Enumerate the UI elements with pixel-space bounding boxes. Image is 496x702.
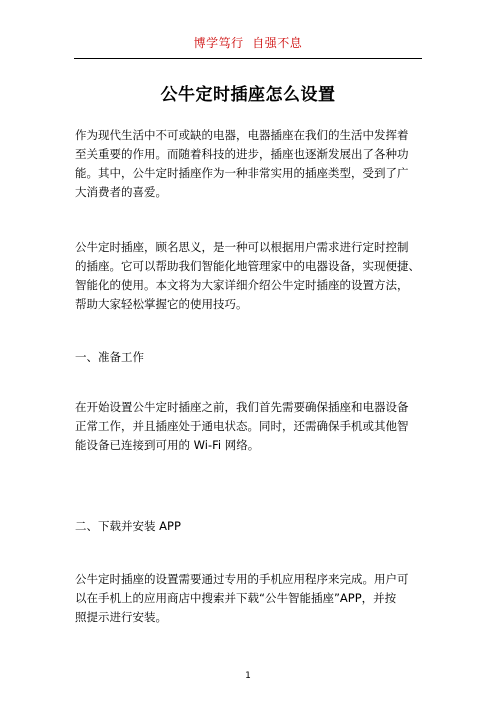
section-heading-preparation: 一、准备工作 bbox=[75, 350, 144, 364]
paragraph-line: 帮助大家轻松掌握它的使用技巧。 bbox=[75, 297, 248, 311]
paragraph-line: 在开始设置公牛定时插座之前，我们首先需要确保插座和电器设备 bbox=[75, 400, 409, 414]
paragraph-line: 的插座。它可以帮助我们智能化地管理家中的电器设备，实现便捷、 bbox=[75, 259, 420, 273]
intro-paragraph-2 bbox=[75, 238, 423, 314]
paragraph-line: 正常工作，并且插座处于通电状态。同时，还需确保手机或其他智 bbox=[75, 419, 409, 433]
page-number: 1 bbox=[245, 671, 251, 681]
paragraph-line: 能设备已连接到可用的 Wi-Fi 网络。 bbox=[75, 438, 260, 452]
section-paragraph-download-app bbox=[75, 570, 423, 627]
section-heading-download-app: 二、下载并安装 APP bbox=[75, 519, 181, 533]
paragraph-line: 智能化的使用。本文将为大家详细介绍公牛定时插座的设置方法， bbox=[75, 278, 409, 292]
paragraph-line: 至关重要的作用。而随着科技的进步，插座也逐渐发展出了各种功 bbox=[75, 147, 409, 161]
paragraph-line: 照提示进行安装。 bbox=[75, 610, 167, 624]
paragraph-line: 大消费者的喜爱。 bbox=[75, 185, 167, 199]
paragraph-line: 作为现代生活中不可或缺的电器，电器插座在我们的生活中发挥着 bbox=[75, 128, 409, 142]
paragraph-line: 以在手机上的应用商店中搜索并下载“公牛智能插座”APP，并按 bbox=[75, 591, 397, 605]
header-divider bbox=[74, 58, 422, 59]
paragraph-line: 公牛定时插座的设置需要通过专用的手机应用程序来完成。用户可 bbox=[75, 572, 409, 586]
paragraph-line: 能。其中，公牛定时插座作为一种非常实用的插座类型，受到了广 bbox=[75, 166, 409, 180]
header-motto: 博学笃行 自强不息 bbox=[193, 36, 303, 50]
paragraph-line: 公牛定时插座，顾名思义，是一种可以根据用户需求进行定时控制 bbox=[75, 240, 409, 254]
section-paragraph-preparation bbox=[75, 398, 423, 455]
intro-paragraph-1 bbox=[75, 126, 423, 202]
document-title: 公牛定时插座怎么设置 bbox=[160, 85, 336, 105]
